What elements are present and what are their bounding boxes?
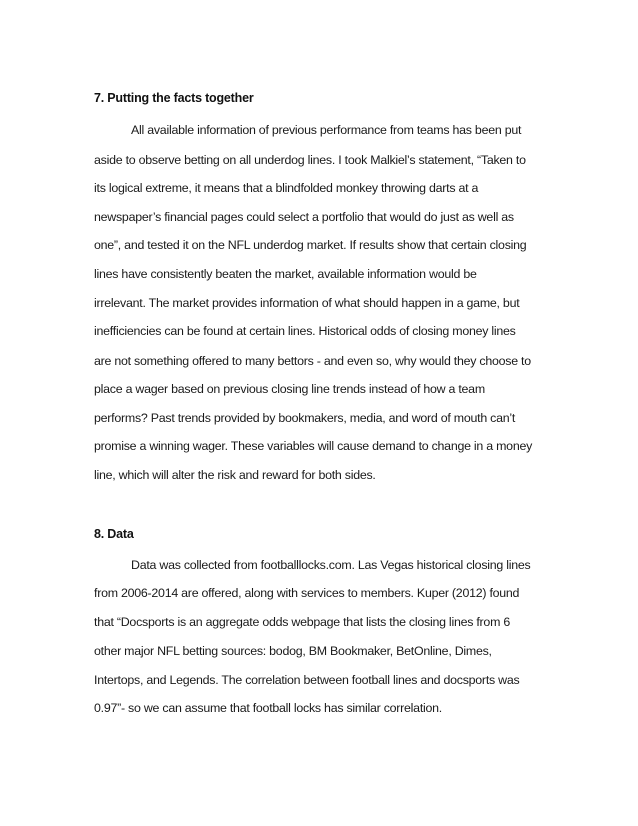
paragraph-line: promise a winning wager. These variables will cause demand to change in a money bbox=[94, 439, 533, 453]
paragraph-line: performs? Past trends provided by bookmakers, media, and word of mouth can’t bbox=[94, 411, 516, 425]
paragraph-line: aside to observe betting on all underdog lines. I took Malkiel’s statement, “Taken to bbox=[94, 153, 526, 167]
paragraph-line: All available information of previous performance from teams has been put bbox=[131, 123, 522, 137]
paragraph-line: line, which will alter the risk and reward for both sides. bbox=[94, 468, 376, 482]
paragraph-line: from 2006-2014 are offered, along with services to members. Kuper (2012) found bbox=[94, 586, 520, 600]
paragraph-line: that “Docsports is an aggregate odds webpage that lists the closing lines from 6 bbox=[94, 615, 510, 629]
section-heading-7: 7. Putting the facts together bbox=[94, 91, 254, 105]
paragraph-line: are not something offered to many bettors - and even so, why would they choose to bbox=[94, 354, 531, 368]
paragraph-line: inefficiencies can be found at certain lines. Historical odds of closing money lines bbox=[94, 324, 516, 338]
paragraph-line: Intertops, and Legends. The correlation between football lines and docsports was bbox=[94, 673, 520, 687]
paragraph-line: its logical extreme, it means that a blindfolded monkey throwing darts at a bbox=[94, 181, 479, 195]
paragraph-line: irrelevant. The market provides information of what should happen in a game, but bbox=[94, 296, 520, 310]
paragraph-line: place a wager based on previous closing line trends instead of how a team bbox=[94, 382, 485, 396]
paragraph-line: Data was collected from footballlocks.com. Las Vegas historical closing lines bbox=[131, 558, 531, 572]
section-heading-8: 8. Data bbox=[94, 527, 134, 541]
paragraph-line: one”, and tested it on the NFL underdog market. If results show that certain closing bbox=[94, 238, 527, 252]
paragraph-line: newspaper’s financial pages could select a portfolio that would do just as well as bbox=[94, 210, 514, 224]
paragraph-line: other major NFL betting sources: bodog, BM Bookmaker, BetOnline, Dimes, bbox=[94, 644, 492, 658]
paragraph-line: lines have consistently beaten the market, available information would be bbox=[94, 267, 477, 281]
paragraph-line: 0.97”- so we can assume that football locks has similar correlation. bbox=[94, 701, 442, 715]
